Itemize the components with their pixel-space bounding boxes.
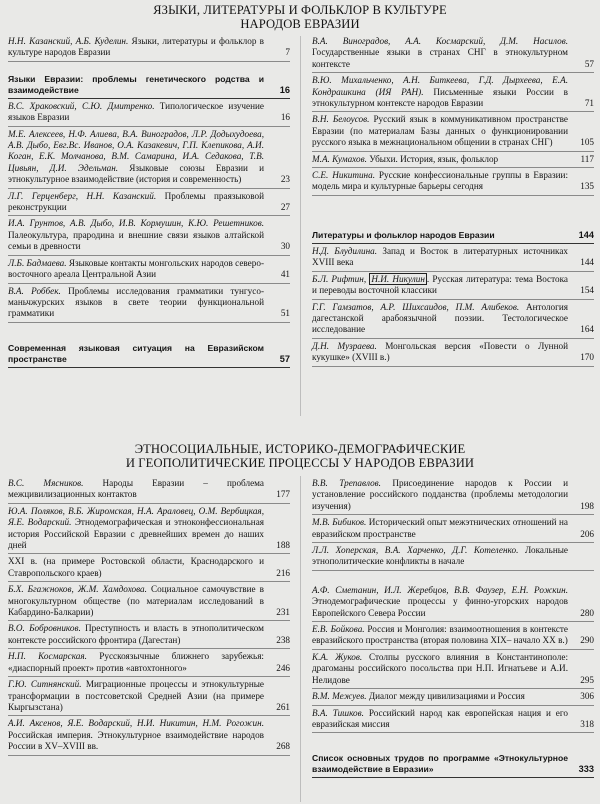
entry-title: Языковые контакты монгольских народов северо-восточного ареала Центральной Азии: [8, 257, 265, 280]
toc-entry: [8, 478, 290, 504]
entry-authors: Н.Н. Казанский, А.Б. Куделин.: [8, 36, 129, 46]
section1-left-column: [8, 36, 290, 370]
section1-title: [0, 3, 600, 31]
entry-title: Русские конфессиональные группы в Евразии: модель мира и культурные барьеры сегодня: [312, 170, 569, 192]
entry-authors: В.М. Межуев.: [312, 691, 367, 702]
spacer: [312, 573, 594, 585]
entry-title: XXI в. (на примере Ростовской области, Краснодарского и Ставропольского краев): [8, 556, 264, 578]
toc-entry: [312, 708, 594, 734]
entry-page-number: 105: [580, 137, 594, 148]
entry-page-number: 51: [280, 308, 290, 319]
entry-authors: А.Ф. Сметанин, И.Л. Жеребцов, В.В. Фаузер, Е.Н. Рожкин.: [312, 584, 568, 595]
entry-title: Языки Евразии: проблемы генетического родства и взаимодействие: [8, 73, 264, 95]
entry-page-number: 41: [280, 269, 290, 280]
entry-page-number: 246: [276, 662, 290, 673]
entry-title: Присоединение народов к России и установление российского подданства (проблемы методологии изучения): [312, 478, 569, 511]
toc-rubric: [312, 753, 594, 778]
section1-title-line1: ЯЗЫКИ, ЛИТЕРАТУРЫ И ФОЛЬКЛОР В КУЛЬТУРЕ: [153, 3, 447, 17]
toc-entry: [312, 545, 594, 571]
toc-entry: [312, 302, 594, 339]
entry-title: Диалог между цивилизациями и Россия: [368, 691, 525, 702]
toc-entry: [8, 36, 290, 62]
entry-authors: Г.Г. Гамзатов, А.Р. Шихсаидов, П.М. Алибеков.: [312, 301, 520, 312]
entry-page-number: 57: [279, 353, 290, 364]
entry-title: Языковые союзы Евразии и этнокультурное взаимодействие (история и современность): [8, 162, 265, 185]
entry-title: Русский язык в коммуникативном пространстве Евразии (по материалам Базы данных о функционировании русского языка в межнациональном общении в странах СНГ): [312, 114, 569, 148]
entry-page-number: 135: [580, 181, 594, 192]
entry-title: Народы Евразии – проблема межцивилизационных контактов: [8, 478, 264, 500]
entry-authors: В.Ю. Михальченко, А.Н. Биткеева, Г.Д. Дырхеева, Е.А. Кондрашкина (ИЯ РАН).: [312, 75, 568, 97]
toc-entry: [312, 341, 594, 367]
section1-right-column: [312, 36, 594, 369]
entry-authors: А.И. Аксенов, Я.Е. Водарский, Н.И. Никитин, Н.М. Рогожин.: [8, 718, 264, 729]
spacer: [8, 325, 290, 337]
entry-authors-boxed: Н.И. Никулин: [371, 273, 425, 284]
entry-page-number: 198: [580, 500, 594, 511]
entry-page-number: 231: [276, 607, 290, 618]
entry-authors: Д.Н. Музраева.: [312, 340, 377, 351]
entry-authors: Н.П. Космарская.: [8, 651, 87, 662]
entry-page-number: 16: [280, 112, 290, 123]
entry-authors: Н.Д. Блудилина.: [312, 245, 378, 256]
toc-entry: [8, 584, 290, 621]
entry-title: Государственные языки в странах СНГ в этнокультурном контексте: [312, 47, 568, 69]
entry-authors: М.В. Бибиков.: [312, 517, 367, 528]
entry-authors: В.С. Храковский, С.Ю. Дмитренко.: [8, 100, 155, 111]
entry-authors: М.А. Кумахов.: [312, 153, 367, 164]
entry-title: Миграционные процессы и этнокультурные трансформации в постсоветской Средней Азии (на примере Кыргызстана): [8, 679, 265, 712]
toc-entry: [312, 75, 594, 112]
toc-entry: [8, 651, 290, 677]
entry-title: Русскоязычные ближнего зарубежья: «диаспорный проект» против «автохтонного»: [8, 651, 264, 673]
entry-title: Проблемы исследования грамматики тунгусо-маньчжурских языков в свете теории функциональной грамматики: [8, 285, 265, 319]
entry-page-number: 295: [580, 674, 594, 685]
entry-authors: К.А. Жуков.: [312, 651, 363, 662]
toc-entry: [312, 170, 594, 196]
entry-page-number: 238: [276, 634, 290, 645]
toc-entry: [8, 679, 290, 716]
entry-title: Языки, литературы и фольклор в культуре народов Евразии: [8, 36, 264, 58]
toc-entry: [312, 478, 594, 515]
section2-title: [0, 442, 600, 470]
column-divider-2: [300, 476, 301, 802]
entry-authors: В.О. Бобровников.: [8, 623, 81, 634]
entry-page-number: 144: [580, 257, 594, 268]
entry-page-number: 57: [584, 58, 594, 69]
section2-title-line1: ЭТНОСОЦИАЛЬНЫЕ, ИСТОРИКО-ДЕМОГРАФИЧЕСКИЕ: [134, 442, 466, 456]
toc-entry: [312, 36, 594, 73]
toc-entry: Б.Л. Рифтин, Н.И. Никулин . Русская литература: тема Востока и переводы восточной классики 154: [312, 274, 594, 300]
column-divider: [300, 36, 301, 416]
toc-entry: [312, 585, 594, 622]
toc-rubric: [312, 230, 594, 244]
toc-entry: [8, 129, 290, 189]
entry-title: Столпы русского влияния в Константинополе: драгоманы российского посольства при Н.П. Игнатьеве и А.И. Нелидове: [312, 651, 568, 685]
entry-title: Палеокультура, прародина и внешние связи языков алтайской семьи в древности: [8, 229, 264, 252]
entry-authors: Л.Б. Бадмаева.: [8, 257, 67, 268]
entry-authors: Л.Л. Хоперская, В.А. Харченко, Д.Г. Котеленко.: [312, 545, 519, 556]
entry-page-number: 144: [578, 229, 594, 240]
entry-page-number: 23: [280, 174, 290, 185]
entry-authors: В.А. Виноградов, А.А. Космарский, Д.М. Насилов.: [312, 36, 568, 46]
entry-page-number: 216: [276, 567, 290, 578]
section2-title-line2: И ГЕОПОЛИТИЧЕСКИЕ ПРОЦЕССЫ У НАРОДОВ ЕВРАЗИИ: [125, 456, 475, 470]
toc-entry: [8, 101, 290, 127]
entry-page-number: 188: [276, 540, 290, 551]
toc-entry: [8, 258, 290, 284]
toc-entry: [8, 286, 290, 323]
section1-title-line2: НАРОДОВ ЕВРАЗИИ: [240, 17, 360, 31]
entry-page-number: 333: [578, 764, 594, 775]
entry-authors: Б.Л. Рифтин,: [312, 273, 367, 284]
toc-rubric: [8, 343, 290, 368]
spacer: [312, 735, 594, 747]
toc-entry: [312, 624, 594, 650]
entry-title: Россия и Монголия: взаимоотношения в контексте евразийского пространства (вторая половина XIX– начало XX в.): [312, 624, 568, 646]
entry-authors: Б.Х. Бгажноков, Ж.М. Хамдохова.: [8, 584, 147, 595]
toc-entry: [8, 623, 290, 649]
entry-authors: М.Е. Алексеев, Н.Ф. Алиева, В.А. Виноградов, Л.Р. Додыхудоева, А.В. Дыбо, Евг.Вс. Иванов, О.А. Казакевич, Г.П. Клепикова, А.И. Коган, Е.К. Молчанова, В.М. Самарина, И.А. Седакова, Т.В. Цивьян, Д.И. Эдельман.: [8, 128, 264, 173]
entry-page-number: 117: [580, 153, 594, 164]
toc-entry: [8, 506, 290, 555]
entry-title: Типологическое изучение языков Евразии: [8, 100, 264, 123]
toc-entry: [312, 114, 594, 151]
entry-page-number: 318: [580, 718, 594, 729]
entry-authors: Г.Ю. Ситнянский.: [8, 679, 82, 690]
entry-page-number: 30: [280, 241, 290, 252]
entry-page-number: 7: [285, 47, 290, 58]
entry-authors: Е.В. Бойкова.: [312, 624, 365, 635]
entry-authors: В.С. Мясников.: [8, 478, 84, 488]
entry-page-number: 306: [580, 691, 594, 702]
entry-title: Запад и Восток в литературных источниках XVIII века: [312, 245, 569, 268]
spacer: [8, 64, 290, 68]
toc-entry: [8, 218, 290, 255]
entry-page-number: 268: [276, 741, 290, 752]
entry-authors: В.А. Роббек.: [8, 285, 61, 296]
entry-title: Письменные языки России в этнокультурном контексте народов Евразии: [312, 86, 569, 109]
entry-title: Антология дагестанской арабоязычной поэзии. Тестологическое исследование: [312, 301, 569, 335]
entry-title: Убыхи. История, язык, фольклор: [369, 153, 499, 164]
entry-page-number: 16: [279, 84, 290, 95]
entry-authors: Л.Г. Герценберг, Н.Н. Казанский.: [8, 190, 157, 201]
entry-title: Литературы и фольклор народов Евразии: [312, 229, 495, 240]
toc-entry: [8, 191, 290, 217]
entry-title: Российская империя. Этнокультурное взаимодействие народов России в XV–XVIII вв.: [8, 729, 264, 752]
entry-authors: Ю.А. Поляков, В.Б. Жиромская, Н.А. Араловец, О.М. Вербицкая, Я.Е. Водарский.: [8, 505, 264, 528]
entry-title: Список основных трудов по программе «Этнокультурное взаимодействие в Евразии»: [312, 753, 568, 775]
entry-title: Современная языковая ситуация на Евразийском пространстве: [8, 342, 264, 364]
toc-entry: [312, 691, 594, 705]
entry-page-number: 177: [276, 489, 290, 500]
entry-title: Монгольская версия «Повести о Лунной кукушке» (XVIII в.): [312, 340, 569, 363]
entry-title: Локальные этнополитические конфликты в начале: [312, 545, 568, 567]
entry-page-number: 261: [276, 701, 290, 712]
entry-title: Исторический опыт межэтнических отношений на евразийском пространстве: [312, 517, 569, 539]
entry-page-number: 290: [580, 635, 594, 646]
entry-page-number: 170: [580, 352, 594, 363]
entry-title: Этнодемографические процессы у финно-угорских народов Европейского Севера России: [312, 596, 568, 618]
entry-title: Русская литература: тема Востока и переводы восточной классики: [312, 273, 568, 296]
entry-authors: В.А. Тишков.: [312, 707, 364, 718]
entry-authors: И.А. Грунтов, А.В. Дыбо, И.В. Кормушин, К.Ю. Решетников.: [8, 218, 264, 229]
entry-title: Этнодемографическая и этноконфессиональная история Российской Евразии с древнейших времен до наших дней: [8, 517, 264, 551]
spacer: [312, 198, 594, 224]
toc-entry: [312, 154, 594, 168]
section2-right-column: [312, 478, 594, 780]
entry-title: Преступность и власть в этнополитическом контексте российского фронтира (Дагестан): [8, 623, 264, 645]
entry-authors: В.Н. Белоусов.: [312, 114, 370, 125]
entry-title: Социальное самочувствие в многокультурном обществе (по материалам исследований в Кабардино-Балкарии): [8, 584, 265, 618]
entry-page-number: 27: [280, 202, 290, 213]
toc-entry: [312, 652, 594, 689]
entry-page-number: 280: [580, 607, 594, 618]
entry-page-number: 206: [580, 528, 594, 539]
toc-entry: [312, 517, 594, 543]
entry-title: Российский народ как европейская нация и его евразийская миссия: [312, 707, 568, 729]
toc-entry: [312, 246, 594, 272]
entry-authors: С.Е. Никитина.: [312, 170, 376, 181]
entry-page-number: 154: [580, 285, 594, 296]
toc-rubric: [8, 74, 290, 99]
entry-title: Проблемы праязыковой реконструкции: [8, 190, 264, 213]
entry-page-number: 71: [584, 98, 594, 109]
toc-entry: [8, 718, 290, 755]
entry-page-number: 164: [580, 324, 594, 335]
entry-authors: В.В. Трепавлов.: [312, 478, 381, 488]
toc-entry: [8, 556, 290, 582]
section2-left-column: [8, 478, 290, 758]
